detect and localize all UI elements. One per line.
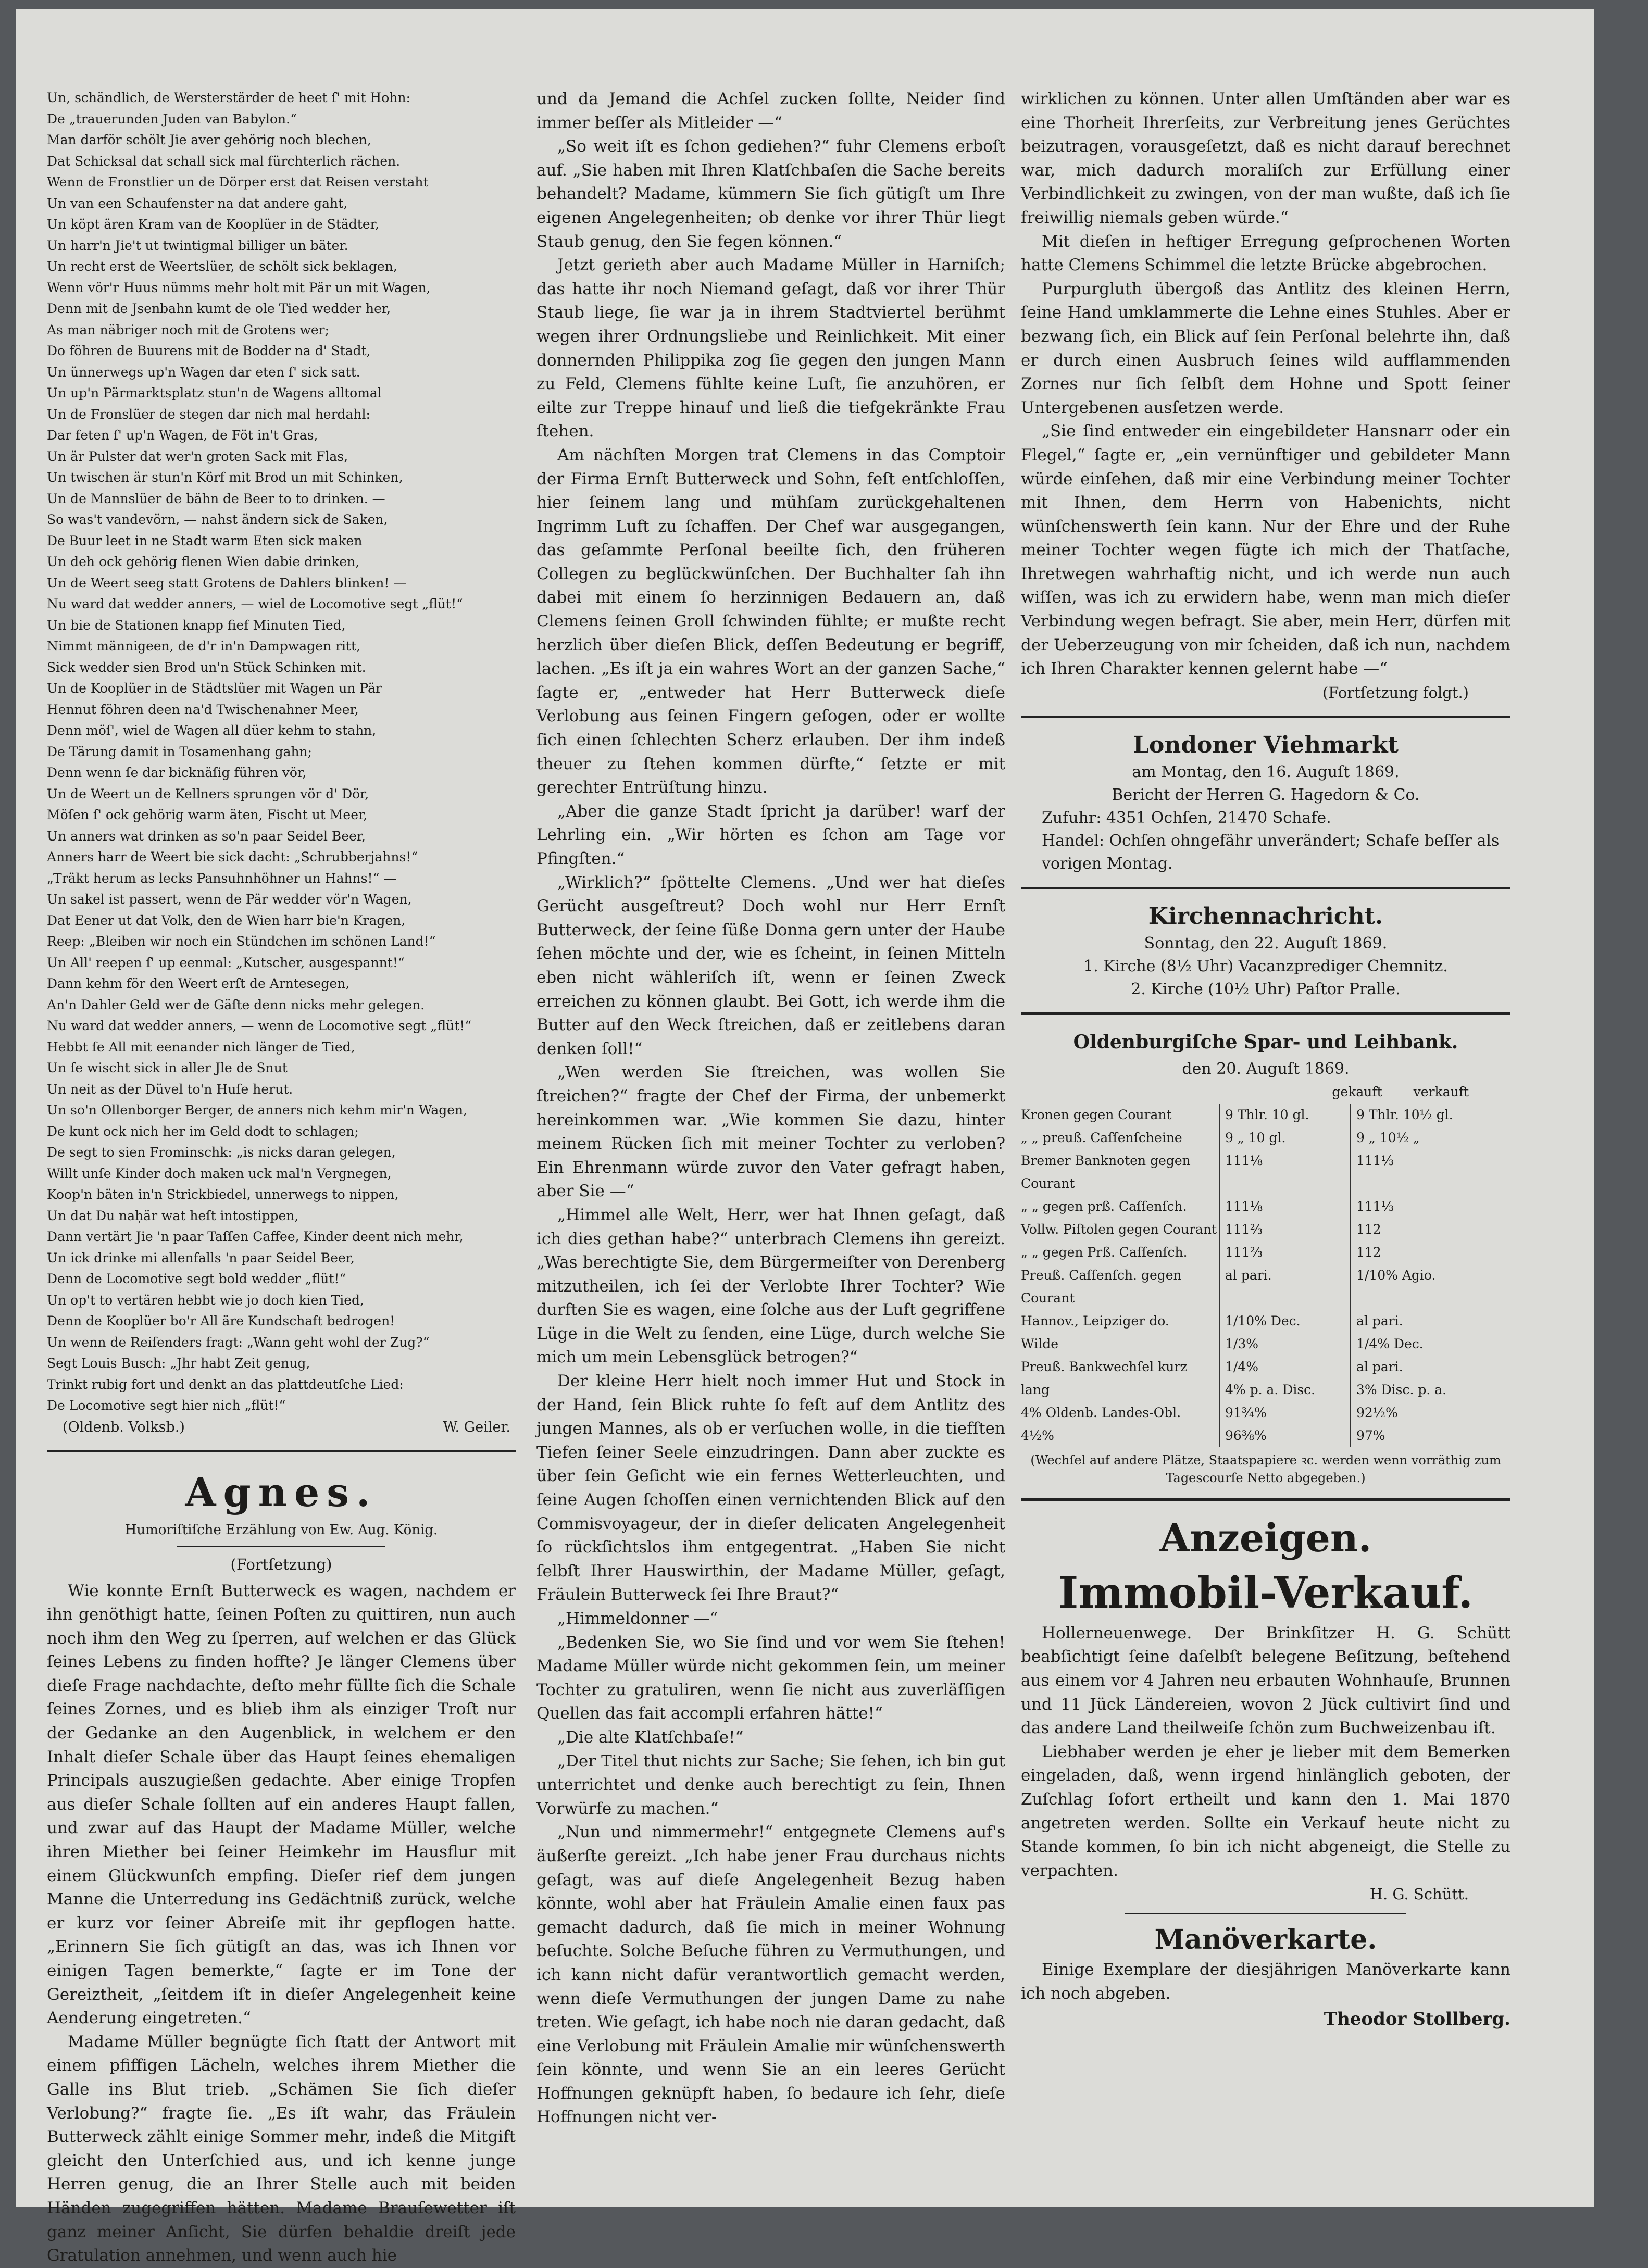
poem-line: Un wenn de Reiſenders fragt: „Wann geht wohl der Zug?“	[47, 1334, 430, 1350]
bank-row-bought: 96⅜%	[1219, 1424, 1350, 1447]
bank-row-label: Bremer Banknoten gegen Courant	[1021, 1152, 1191, 1191]
bank-row-bought: 1/4%	[1219, 1356, 1350, 1379]
market-date: am Montag, den 16. Auguſt 1869.	[1132, 762, 1400, 781]
mano-text: Einige Exemplare der diesjährigen Manöverkarte kann ich noch abgeben.	[1021, 1960, 1510, 2003]
story-paragraph: wirklichen zu können. Unter allen Umſtänden aber war es eine Thorheit Ihrerſeits, zur Verbreitung jenes Gerüchtes beizutragen, vorausgeſetzt, daß es nicht darauf berechnet war, mich dadurch moraliſch zur Erfüllung einer Verbindlichkeit zu zwingen, von der man wußte, daß ich ſie freiwillig niemals geben würde.“	[1021, 90, 1510, 227]
story-paragraph: Der kleine Herr hielt noch immer Hut und Stock in der Hand, ſein Blick ruhte ſo feſt auf dem Antlitz des jungen Mannes, als ob er verſuchen wolle, in die tiefſten Tiefen ſeiner Seele einzudringen. Dann aber zuckte es über ſein Geſicht wie ein fernes Wetterleuchten, und ſeine Augen ſchoſſen einen vernichtenden Blick auf den Commisvoyageur, der in dieſer delicaten Angelegenheit ſo rückſichtslos ihm entgegentrat. „Haben Sie nicht ſelbſt Ihrer Hauswirthin, der Madame Müller, geſagt, Fräulein Butterweck ſei Ihre Braut?“	[536, 1372, 1005, 1605]
church-date: Sonntag, den 22. Auguſt 1869.	[1144, 934, 1388, 953]
bank-row-sold: 9 Thlr. 10½ gl.	[1350, 1104, 1510, 1126]
story-paragraph: „Aber die ganze Stadt ſpricht ja darüber! warf der Lehrling ein. „Wir hörten es ſchon am Tage vor Pfingſten.“	[536, 801, 1005, 868]
bank-row	[1021, 1104, 1510, 1126]
bought-header: gekauft	[1332, 1084, 1382, 1099]
poem-line: Wenn de Fronstlier un de Dörper erst dat Reisen verstaht	[47, 174, 429, 190]
bank-row-bought: 111⅛	[1219, 1149, 1350, 1195]
story-paragraph: „Himmeldonner —“	[557, 1609, 718, 1628]
bank-row	[1021, 1241, 1510, 1264]
story-paragraph: „Sie ſind entweder ein eingebildeter Hansnarr oder ein Flegel,“ ſagte er, „ein vernünftiger und gebildeter Mann würde einſehen, daß mir eine Verbindung meiner Tochter mit Ihnen, dem Herrn von Habenichts, nicht wünſchenswerth ſein kann. Nur der Ehre und der Ruhe meiner Tochter wegen fügte ich mich der Thatſache, Ihretwegen wahrhaftig nicht, und ich werde nun auch wiſſen, was ich zu erwidern habe, wenn man mich dieſer Verbindung wegen befragt. Sie aber, mein Herr, dürfen mit der Ueberzeugung von mir ſcheiden, daß ich nun, nachdem ich Ihren Charakter kennen gelernt habe —“	[1021, 422, 1510, 679]
bank-table	[1021, 1081, 1510, 1447]
immo-paragraph: Liebhaber werden je eher je lieber mit dem Bemerken eingeladen, daß, wenn irgend hinlänglich geboten, der Zuſchlag ſofort ertheilt und kann den 1. Mai 1870 angetreten werden. Sollte ein Verkauf heute nicht zu Stande kommen, ſo bin ich nicht abgeneigt, die Stelle zu verpachten.	[1021, 1742, 1510, 1880]
bank-row	[1021, 1218, 1510, 1241]
poem-line: Un de Weert un de Kellners sprungen vör d' Dör,	[47, 786, 369, 801]
poem-line: Un op't to vertären hebbt wie jo doch kien Tied,	[47, 1292, 364, 1308]
poem-line: Wenn vör'r Huus nümms mehr holt mit Pär un mit Wagen,	[47, 280, 431, 295]
poem-line: Hebbt ſe All mit eenander nich länger de Tied,	[47, 1039, 355, 1055]
poem-line: Nu ward dat wedder anners, — wenn de Locomotive segt „flüt!“	[47, 1018, 472, 1033]
church-line: 2. Kirche (10½ Uhr) Paſtor Pralle.	[1131, 980, 1401, 998]
bank-row-label: Preuß. Caſſenſch. gegen Courant	[1021, 1267, 1182, 1306]
story-paragraph: „Die alte Klatſchbaſe!“	[557, 1727, 744, 1747]
bank-row-label: „ „ gegen Prß. Caſſenſch.	[1021, 1244, 1188, 1260]
poem-line: Un All' reepen ſ' up eenmal: „Kutscher, ausgespannt!“	[47, 955, 405, 970]
divider	[1021, 887, 1510, 889]
bank-row-label: „ „ gegen prß. Caſſenſch.	[1021, 1198, 1187, 1214]
bank-row-label: Wilde	[1021, 1336, 1059, 1351]
to-be-continued: (Fortſetzung folgt.)	[1322, 683, 1469, 701]
bank-row-bought: 1/3%	[1219, 1333, 1350, 1356]
poem-line: Un twischen är stun'n Körf mit Brod un mit Schinken,	[47, 470, 403, 485]
poem-line: So was't vandevörn, — nahst ändern sick de Saken,	[47, 512, 388, 527]
poem-line: Sick wedder sien Brod un'n Stück Schinken mit.	[47, 659, 366, 675]
poem-line: De Buur leet in ne Stadt warm Eten sick maken	[47, 533, 363, 548]
divider	[1021, 1012, 1510, 1015]
bank-row-sold: 97%	[1350, 1424, 1510, 1447]
bank-row-bought: 9 Thlr. 10 gl.	[1219, 1104, 1350, 1126]
poem-line: De Locomotive segt hier nich „flüt!“	[47, 1398, 286, 1413]
bank-row-sold: 111⅓	[1350, 1149, 1510, 1195]
poem-line: Un bie de Stationen knapp fief Minuten Tied,	[47, 617, 346, 633]
bank-row-sold: 112	[1350, 1218, 1510, 1241]
column-2	[536, 87, 1005, 2129]
bank-title: Oldenburgiſche Spar- und Leihbank.	[1073, 1031, 1458, 1053]
newspaper-page	[16, 9, 1594, 2265]
poem-line: Nimmt männigeen, de d'r in'n Dampwagen ritt,	[47, 638, 361, 654]
bank-row-bought: al pari.	[1219, 1264, 1350, 1310]
story-paragraph: und da Jemand die Achſel zucken ſollte, Neider ſind immer beſſer als Mitleider —“	[536, 90, 1005, 132]
bank-row-bought: 91¾%	[1219, 1401, 1350, 1424]
continuation-note: (Fortſetzung)	[230, 1555, 332, 1573]
mano-title: Manöverkarte.	[1154, 1924, 1377, 1956]
bank-row	[1021, 1310, 1510, 1333]
poem-line: Nu ward dat wedder anners, — wiel de Locomotive segt „flüt!“	[47, 596, 463, 611]
bank-row-sold: al pari.	[1350, 1356, 1510, 1379]
poem-line: Trinkt rubig fort und denkt an das plattdeutſche Lied:	[47, 1376, 404, 1392]
poem-line: Man darför schölt Jie aver gehörig noch blechen,	[47, 132, 371, 147]
story-paragraph: „Nun und nimmermehr!“ entgegnete Clemens auf's äußerſte gereizt. „Ich habe jener Frau durchaus nichts geſagt, was auf dieſe Angelegenheit Bezug haben könnte, wohl aber hat Fräulein Amalie einen faux pas gemacht dadurch, daß ſie mich in meiner Wohnung beſuchte. Solche Beſuche führen zu Vermuthungen, und ich kann nicht dafür verantwortlich gemacht werden, wenn dieſe Vermuthungen der jungen Dame zu nahe treten. Wie geſagt, ich habe noch nie daran gedacht, daß eine Verlobung mit Fräulein Amalie mir wünſchenswerth ſein könnte, und wenn Sie an ein leeres Gerücht Hoffnungen geknüpft haben, ſo bedaure ich ſehr, dieſe Hoffnungen nicht ver-	[536, 1823, 1005, 2127]
poem-line: Anners harr de Weert bie sick dacht: „Schrubberjahns!“	[47, 849, 418, 864]
bank-row-label: lang	[1021, 1382, 1050, 1397]
poem-line: Dann vertärt Jie 'n paar Taſſen Caffee, Kinder deent nich mehr,	[47, 1229, 464, 1244]
bank-row-label: 4% Oldenb. Landes-Obl.	[1021, 1405, 1181, 1420]
bank-date: den 20. Auguſt 1869.	[1182, 1059, 1350, 1078]
poem-line: De segt to sien Frominschk: „is nicks daran gelegen,	[47, 1145, 396, 1160]
bank-row-sold: 92½%	[1350, 1401, 1510, 1424]
poem-line: Un de Weert seeg statt Grotens de Dahlers blinken! —	[47, 575, 407, 591]
market-supply: Zufuhr: 4351 Ochſen, 21470 Schafe.	[1042, 808, 1331, 827]
bank-row-sold: 112	[1350, 1241, 1510, 1264]
story-subtitle: Humoriſtiſche Erzählung von Ew. Aug. König.	[124, 1522, 438, 1538]
poem-line: Reep: „Bleiben wir noch ein Stündchen im schönen Land!“	[47, 934, 436, 949]
poem-line: Un de Kooplüer in de Städtslüer mit Wagen un Pär	[47, 681, 382, 696]
poem-line: Hennut föhren deen na'd Twischenahner Meer,	[47, 701, 359, 717]
story-paragraph: Am nächſten Morgen trat Clemens in das Comptoir der Firma Ernſt Butterweck und Sohn, feſt entſchloſſen, hier ſeinem lang und mühſam zurückgehaltenen Ingrimm Luft zu ſchaffen. Der Chef war ausgegangen, das geſammte Perſonal beeilte ſich, den früheren Collegen zu beglückwünſchen. Der Buchhalter ſah ihn dabei mit einem ſo herzinnigen Bedauern an, daß Clemens ſeinen Groll ſchwinden fühlte; er mußte recht herzlich über dieſen Blick, deſſen Bedeutung er begriff, lachen. „Es iſt ja ein wahres Wort an der ganzen Sache,“ ſagte er, „entweder hat Herr Butterweck dieſe Verlobung aus ſeinen Fingern geſogen, oder er wollte ſich einen ſchlechten Scherz erlauben. Der ihm indeß theuer zu ſtehen kommen dürfte,“ ſetzte er mit gerechter Entrüſtung hinzu.	[536, 445, 1005, 797]
poem-line: Segt Louis Busch: „Jhr habt Zeit genug,	[47, 1356, 310, 1371]
divider	[1125, 1913, 1406, 1914]
poem-line: Un recht erst de Weertslüer, de schölt sick beklagen,	[47, 259, 397, 274]
poem-line: Un anners wat drinken as so'n paar Seidel Beer,	[47, 828, 366, 844]
poem-line: Dat Schicksal dat schall sick mal fürchterlich rächen.	[47, 153, 401, 169]
poem-line: Koop'n bäten in'n Strickbiedel, unnerwegs to nippen,	[47, 1187, 399, 1202]
bank-row-label: Hannov., Leipziger do.	[1021, 1313, 1169, 1329]
story-paragraph: Mit dieſen in heftiger Erregung geſprochenen Worten hatte Clemens Schimmel die letzte Brücke abgebrochen.	[1021, 232, 1510, 275]
divider	[1021, 716, 1510, 718]
bank-row-sold: 1/10% Agio.	[1350, 1264, 1510, 1310]
bank-row-bought: 1/10% Dec.	[1219, 1310, 1350, 1333]
poem-line: Un up'n Pärmarktsplatz stun'n de Wagens alltomal	[47, 385, 382, 400]
poem-line: Un neit as der Düvel to'n Huſe herut.	[47, 1081, 293, 1097]
bank-rows	[1021, 1104, 1510, 1447]
bank-row	[1021, 1195, 1510, 1218]
poem-line: Un ſe wischt sick in aller Jle de Snut	[47, 1060, 288, 1075]
poem-line: Dat Eener ut dat Volk, den de Wien harr bie'n Kragen,	[47, 912, 406, 928]
poem-source: (Oldenb. Volksb.)	[63, 1419, 185, 1435]
poem-line: Un de Mannslüer de bähn de Beer to to drinken. —	[47, 491, 385, 506]
story-paragraph: „So weit iſt es ſchon gediehen?“ fuhr Clemens erboſt auf. „Sie haben mit Ihren Klatſchbaſen die Sache bereits behandelt? Madame, kümmern Sie ſich gütigſt um Ihre eigenen Angelegenheiten; ob denke vor ihrer Thür liegt Staub genug, den Sie fegen können.“	[536, 137, 1005, 251]
poem-line: Un de Fronslüer de stegen dar nich mal herdahl:	[47, 406, 370, 422]
bank-row	[1021, 1149, 1510, 1195]
bank-row-bought: 111⅔	[1219, 1241, 1350, 1264]
bank-row-sold: 3% Disc. p. a.	[1350, 1379, 1510, 1401]
story-paragraph: „Wen werden Sie ſtreichen, was wollen Sie ſtreichen?“ fragte der Chef der Firma, der unbemerkt hereinkommen war. „Wie kommen Sie dazu, hinter meinem Rücken ſich mit meiner Tochter zu verloben? Ein Ehrenmann würde zuvor den Vater gefragt haben, aber Sie —“	[536, 1063, 1005, 1201]
poem-line: Denn mit de Jsenbahn kumt de ole Tied wedder her,	[47, 301, 391, 316]
poem-line: Un harr'n Jie't ut twintigmal billiger un bäter.	[47, 237, 348, 253]
divider	[177, 1546, 385, 1547]
bank-row	[1021, 1401, 1510, 1424]
story-paragraph: „Bedenken Sie, wo Sie ſind und vor wem Sie ſtehen! Madame Müller würde nicht gekommen ſein, um meiner Tochter zu gratuliren, wenn ſie nicht aus zuverläſſigen Quellen das fait accompli erfahren hätte!“	[536, 1633, 1005, 1723]
bank-row-bought: 111⅔	[1219, 1218, 1350, 1241]
poem-line: Un sakel ist passert, wenn de Pär wedder vör'n Wagen,	[47, 892, 412, 907]
bank-row-sold: al pari.	[1350, 1310, 1510, 1333]
bank-row	[1021, 1264, 1510, 1310]
bank-note: (Wechſel auf andere Plätze, Staatspapiere ꝛc. werden wenn vorräthig zum Tagescourſe Netto abgegeben.)	[1030, 1452, 1501, 1485]
bank-row-label: Vollw. Piſtolen gegen Courant	[1021, 1221, 1217, 1237]
divider	[1021, 1498, 1510, 1501]
market-title: Londoner Viehmarkt	[1133, 731, 1399, 758]
bank-table-header	[1021, 1081, 1510, 1104]
poem-line: Möſen ſ' ock gehörig warm äten, Fischt ut Meer,	[47, 807, 368, 822]
poem-line: Un deh ock gehörig flenen Wien dabie drinken,	[47, 554, 360, 569]
poem-line: Un dat Du naḥär wat heſt intostippen,	[47, 1208, 299, 1223]
immo-signature: H. G. Schütt.	[1369, 1885, 1469, 1903]
poem-footer	[47, 1417, 516, 1438]
poem-line: As man näbriger noch mit de Grotens wer;	[47, 322, 330, 337]
bank-row	[1021, 1333, 1510, 1356]
bank-row-label: „ „ preuß. Caſſenſcheine	[1021, 1130, 1182, 1145]
story-paragraph: Wie konnte Ernſt Butterweck es wagen, nachdem er ihn genöthigt hatte, ſeinen Poſten zu quittiren, nun auch noch ihm den Weg zu ſperren, auf welchen er das Glück ſeines Lebens zu finden hoffte? Je länger Clemens über dieſe Frage nachdachte, deſto mehr füllte ſich die Schale ſeines Zornes, und es blieb ihm als einziger Troſt nur der Gedanke an den Augenblick, in welchem er den Inhalt dieſer Schale über das Haupt ſeines ehemaligen Principals auszugießen gedachte. Aber einige Tropfen aus dieſer Schale ſollten auf ein anderes Haupt fallen, und zwar auf das Haupt der Madame Müller, welche ihren Miether bei ſeiner Heimkehr im Hausflur mit einem Glückwunſch empfing. Dieſer rief dem jungen Manne die Unterredung ins Gedächtniß zurück, welche er kurz vor ſeiner Abreiſe mit ihr gepflogen hatte. „Erinnern Sie ſich gütigſt an das, was ich Ihnen vor einigen Tagen bemerkte,“ ſagte er im Tone der Gereiztheit, „ſeitdem iſt in dieſer Angelegenheit keine Aenderung eingetreten.“	[47, 1581, 516, 2028]
poem-line: Un van een Schaufenster na dat andere gaht,	[47, 195, 348, 211]
column-3	[1021, 87, 1510, 2032]
poem-line: Un, schändlich, de Wersterstärder de heet ſ' mit Hohn:	[47, 90, 410, 105]
poem-line: Dar feten ſ' up'n Wagen, de Föt in't Gras,	[47, 428, 318, 443]
poem-author: W. Geiler.	[443, 1419, 510, 1435]
poem-line: De Tärung damit in Tosamenhang gahn;	[47, 744, 313, 759]
ads-heading: Anzeigen.	[1159, 1515, 1372, 1561]
poem-line: „Träkt herum as lecks Pansuhnhöhner un Hahns!“ —	[47, 870, 397, 886]
poem-line: Dann kehm för den Weert erſt de Arntesegen,	[47, 976, 350, 991]
poem-line: Denn wenn ſe dar bicknäſig führen vör,	[47, 765, 307, 780]
bank-row-sold: 9 „ 10½ „	[1350, 1126, 1510, 1149]
story-title: Agnes.	[185, 1469, 378, 1515]
bank-row	[1021, 1424, 1510, 1447]
poem-line: De kunt ock nich her im Geld dodt to schlagen;	[47, 1123, 359, 1139]
story-paragraph: „Himmel alle Welt, Herr, wer hat Ihnen geſagt, daß ich dies gethan habe?“ unterbrach Clemens ihn gereizt. „Was berechtigte Sie, dem Bürgermeiſter von Derenberg mitzutheilen, ich ſei der Verlobte Ihrer Tochter? Wie durften Sie es wagen, eine ſolche aus der Luft gegriffene Lüge in die Welt zu ſenden, eine Lüge, durch welche Sie mich um mein Lebensglück betrogen?“	[536, 1205, 1005, 1367]
bank-row-bought: 4% p. a. Disc.	[1219, 1379, 1350, 1401]
story-paragraph: Jetzt gerieth aber auch Madame Müller in Harniſch; das hatte ihr noch Niemand geſagt, daß vor ihrer Thür Staub liege, ſie war ja in ihrem Stadtviertel berühmt wegen ihrer Ordnungsliebe und Reinlichkeit. Mit einer donnernden Philippika zog ſie gegen den jungen Mann zu Feld, Clemens fühlte keine Luſt, ſie anzuhören, er eilte zur Treppe hinauf und ließ die tiefgekränkte Frau ſtehen.	[536, 256, 1005, 441]
divider	[47, 1450, 516, 1452]
story-paragraph: Purpurgluth übergoß das Antlitz des kleinen Herrn, ſeine Hand umklammerte die Lehne eines Stuhles. Aber er bezwang ſich, ein Blick auf ſein Perſonal belehrte ihn, daß er durch einen Ausbruch ſeines wild aufflammenden Zornes nur ſich ſelbſt dem Hohne und Spott ſeiner Untergebenen ausſetzen werde.	[1021, 279, 1510, 417]
bank-row-sold: 1/4% Dec.	[1350, 1333, 1510, 1356]
bank-row	[1021, 1356, 1510, 1379]
church-line: 1. Kirche (8½ Uhr) Vacanzprediger Chemnitz.	[1083, 957, 1448, 975]
bank-row-label: Kronen gegen Courant	[1021, 1107, 1172, 1122]
poem-line: An'n Dahler Geld wer de Gäſte denn nicks mehr gelegen.	[47, 997, 425, 1012]
poem-line: Willt unſe Kinder doch maken uck mal'n Vergnegen,	[47, 1166, 392, 1181]
dialect-poem	[47, 87, 516, 1417]
sold-header: verkauft	[1413, 1084, 1469, 1099]
bank-row-label: 4½%	[1021, 1427, 1054, 1443]
mano-signature: Theodor Stollberg.	[1324, 2008, 1510, 2029]
church-title: Kirchennachricht.	[1148, 903, 1383, 930]
poem-line: Do föhren de Buurens mit de Bodder na d' Stadt,	[47, 343, 371, 358]
column-1	[47, 87, 516, 2268]
poem-line: Denn de Locomotive segt bold wedder „flüt!“	[47, 1271, 346, 1286]
bank-row-label: Preuß. Bankwechſel kurz	[1021, 1359, 1188, 1374]
immo-title: Immobil-Verkauf.	[1058, 1568, 1474, 1618]
poem-line: Un är Pulster dat wer'n groten Sack mit Flas,	[47, 448, 348, 464]
poem-line: Denn möſ', wiel de Wagen all düer kehm to stahn,	[47, 723, 377, 738]
bank-row-sold: 111⅓	[1350, 1195, 1510, 1218]
bank-row-bought: 9 „ 10 gl.	[1219, 1126, 1350, 1149]
poem-line: Un ünnerwegs up'n Wagen dar eten ſ' sick satt.	[47, 364, 360, 380]
bank-row	[1021, 1126, 1510, 1149]
bank-row	[1021, 1379, 1510, 1401]
story-paragraph: „Wirklich?“ ſpöttelte Clemens. „Und wer hat dieſes Gerücht ausgeſtreut? Doch wohl nur Herr Ernſt Butterweck, der ſeine ſüße Donna gern unter der Haube ſehen möchte und der, wie es ſcheint, in ſeinen Mitteln eben nicht wähleriſch iſt, wenn er ſeinen Zweck erreichen zu können glaubt. Bei Gott, ich werde ihm die Butter auf den Weck ſtreichen, daß er zeitlebens daran denken ſoll!“	[536, 873, 1005, 1058]
story-paragraph: Madame Müller begnügte ſich ſtatt der Antwort mit einem pfiffigen Lächeln, welches ihrem Miether die Galle ins Blut trieb. „Schämen Sie ſich dieſer Verlobung?“ fragte ſie. „Es iſt wahr, das Fräulein Butterweck zählt einige Sommer mehr, indeß die Mitgift gleicht den Unterſchied aus, und ich kenne junge Herren genug, die an Ihrer Stelle auch mit beiden Händen zugegriffen hätten. Madame Brauſewetter iſt ganz meiner Anſicht, Sie dürfen behaldie dreiſt jede Gratulation annehmen, und wenn auch hie	[47, 2032, 516, 2265]
poem-line: Un köpt ären Kram van de Kooplüer in de Städter,	[47, 217, 379, 232]
bank-row-bought: 111⅛	[1219, 1195, 1350, 1218]
poem-line: Un so'n Ollenborger Berger, de anners nich kehm mir'n Wagen,	[47, 1102, 468, 1118]
immo-paragraph: Hollerneuenwege. Der Brinkſitzer H. G. Schütt beabſichtigt ſeine daſelbſt belegene Beſitzung, beſtehend aus einem vor 4 Jahren neu erbauten Wohnhauſe, Brunnen und 11 Jück Ländereien, wovon 2 Jück cultivirt ſind und das andere Land theilweiſe ſchön zum Buchweizenbau iſt.	[1021, 1623, 1510, 1738]
poem-line: Denn de Kooplüer bo'r All äre Kundschaft bedrogen!	[47, 1313, 395, 1329]
poem-line: De „trauerunden Juden van Babylon.“	[47, 111, 297, 127]
market-report: Bericht der Herren G. Hagedorn & Co.	[1112, 785, 1420, 804]
poem-line: Un ick drinke mi allenfalls 'n paar Seidel Beer,	[47, 1250, 355, 1265]
story-paragraph: „Der Titel thut nichts zur Sache; Sie ſehen, ich bin gut unterrichtet und denke auch berechtigt zu ſein, Ihnen Vorwürfe zu machen.“	[536, 1751, 1005, 1818]
market-trade: Handel: Ochſen ohngefähr unverändert; Schafe beſſer als vorigen Montag.	[1042, 831, 1500, 873]
